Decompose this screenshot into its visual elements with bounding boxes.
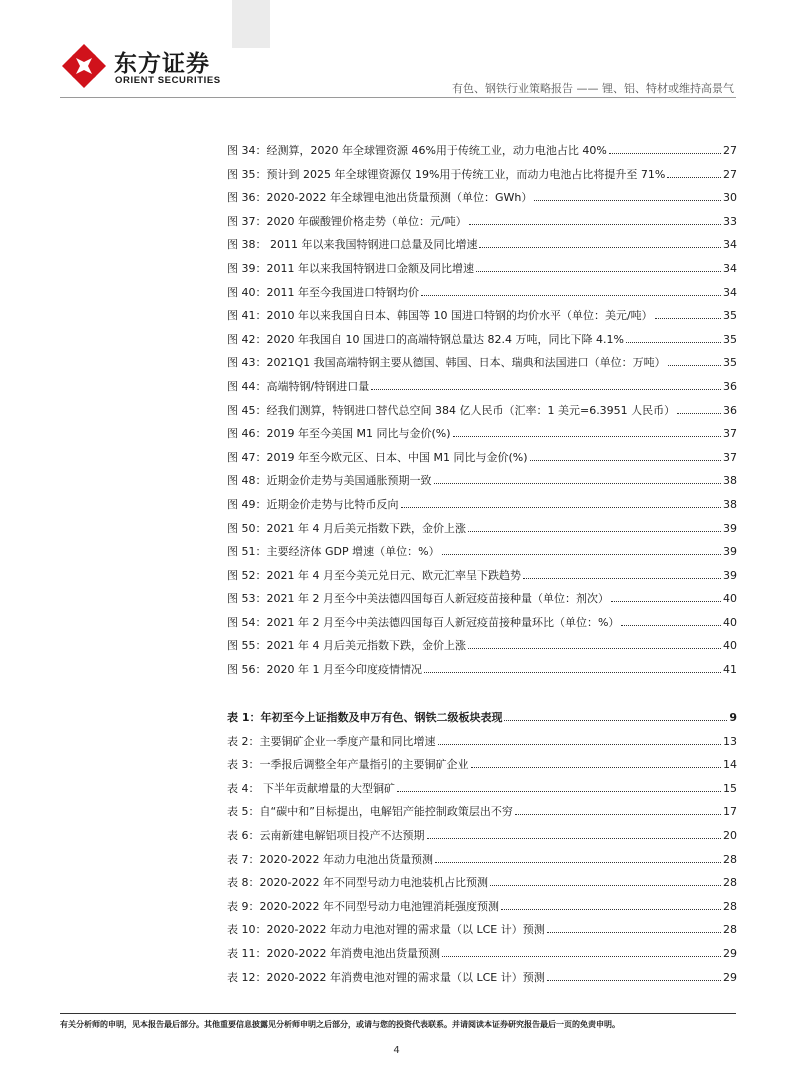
toc-dot-leader: [677, 413, 721, 414]
toc-entry-page: 40: [723, 639, 737, 653]
toc-dot-leader: [668, 365, 721, 366]
figure-toc-entry[interactable]: [227, 260, 737, 284]
table-toc-entry[interactable]: [227, 803, 737, 827]
toc-entry-label: 图 36：2020-2022 年全球锂电池出货量预测（单位：GWh）: [227, 191, 533, 205]
table-toc-entry[interactable]: [227, 756, 737, 780]
toc-entry-label: 图 52：2021 年 4 月至今美元兑日元、欧元汇率呈下跌趋势: [227, 568, 521, 582]
toc-entry-page: 28: [723, 899, 737, 913]
toc-entry-page: 36: [723, 379, 737, 393]
report-subtitle: 有色、钢铁行业策略报告 —— 锂、铝、特材或维持高景气: [452, 82, 734, 95]
toc-dot-leader: [476, 271, 721, 272]
figure-toc-entry[interactable]: [227, 331, 737, 355]
toc-dot-leader: [611, 601, 721, 602]
toc-dot-leader: [490, 885, 721, 886]
figure-toc-entry[interactable]: [227, 472, 737, 496]
toc-dot-leader: [421, 295, 721, 296]
header-grey-bar: [232, 0, 270, 48]
toc-entry-page: 29: [723, 970, 737, 984]
toc-entry-page: 34: [723, 261, 737, 275]
table-toc-entry[interactable]: [227, 851, 737, 875]
toc-entry-label: 表 8：2020-2022 年不同型号动力电池装机占比预测: [227, 876, 488, 890]
toc-dot-leader: [424, 672, 721, 673]
toc-entry-label: 图 47：2019 年至今欧元区、日本、中国 M1 同比与金价(%): [227, 450, 528, 464]
figure-toc-entry[interactable]: [227, 354, 737, 378]
toc-entry-label: 图 37：2020 年碳酸锂价格走势（单位：元/吨）: [227, 214, 467, 228]
toc-entry-label: 图 34：经测算，2020 年全球锂资源 46%用于传统工业，动力电池占比 40%: [227, 144, 607, 157]
toc-entry-label: 图 48：近期金价走势与美国通胀预期一致: [227, 474, 432, 488]
figure-toc-entry[interactable]: [227, 236, 737, 260]
toc-entry-page: 37: [723, 450, 737, 464]
toc-dot-leader: [468, 531, 721, 532]
toc-entry-label: 图 56：2020 年 1 月至今印度疫情情况: [227, 663, 422, 677]
toc-entry-page: 33: [723, 214, 737, 228]
toc-dot-leader: [609, 153, 721, 154]
toc-entry-page: 20: [723, 828, 737, 842]
toc-entry-page: 36: [723, 403, 737, 417]
table-toc-entry[interactable]: [227, 898, 737, 922]
toc-entry-page: 35: [723, 356, 737, 370]
figure-toc-entry[interactable]: [227, 402, 737, 426]
figure-toc-entry[interactable]: [227, 590, 737, 614]
table-toc-entry[interactable]: [227, 709, 737, 733]
toc-entry-label: 图 40：2011 年至今我国进口特钢均价: [227, 285, 419, 299]
toc-entry-page: 40: [723, 615, 737, 629]
figure-toc-entry[interactable]: [227, 142, 737, 166]
table-toc-entry[interactable]: [227, 874, 737, 898]
toc-dot-leader: [469, 224, 721, 225]
table-toc-entry[interactable]: [227, 733, 737, 757]
figure-toc-entry[interactable]: [227, 520, 737, 544]
toc-entry-page: 27: [723, 144, 737, 157]
toc-entry-label: 图 49：近期金价走势与比特币反向: [227, 497, 399, 511]
toc-dot-leader: [504, 720, 727, 721]
figure-toc-entry[interactable]: [227, 378, 737, 402]
toc-entry-page: 41: [723, 663, 737, 677]
toc-entry-label: 图 46：2019 年至今美国 M1 同比与金价(%): [227, 427, 451, 441]
toc-entry-label: 图 53：2021 年 2 月至今中美法德四国每百人新冠疫苗接种量（单位：剂次）: [227, 592, 609, 606]
toc-entry-label: 图 55：2021 年 4 月后美元指数下跌，金价上涨: [227, 639, 466, 653]
footer-disclaimer: 有关分析师的申明，见本报告最后部分。其他重要信息披露见分析师申明之后部分，或请与您的投资代表联系。并请阅读本证券研究报告最后一页的免责申明。: [60, 1020, 620, 1029]
toc-entry-label: 图 43：2021Q1 我国高端特钢主要从德国、韩国、日本、瑞典和法国进口（单位：万吨）: [227, 356, 666, 370]
toc-entry-label: 表 7：2020-2022 年动力电池出货量预测: [227, 852, 433, 866]
toc-entry-label: 表 5：自“碳中和”目标提出，电解铝产能控制政策层出不穷: [227, 805, 513, 819]
table-toc-entry[interactable]: [227, 945, 737, 969]
toc-entry-label: 表 3：一季报后调整全年产量指引的主要铜矿企业: [227, 758, 469, 772]
logo-english-name: ORIENT SECURITIES: [115, 75, 221, 86]
toc-entry-page: 38: [723, 474, 737, 488]
toc-entry-page: 38: [723, 497, 737, 511]
table-toc-entry[interactable]: [227, 921, 737, 945]
toc-entry-label: 表 1：年初至今上证指数及申万有色、钢铁二级板块表现: [227, 711, 503, 724]
toc-entry-label: 图 45：经我们测算，特钢进口替代总空间 384 亿人民币（汇率：1 美元=6.3951 人民币）: [227, 403, 676, 417]
toc-dot-leader: [621, 625, 721, 626]
toc-dot-leader: [468, 648, 721, 649]
table-index: [227, 709, 737, 992]
toc-dot-leader: [534, 200, 721, 201]
toc-dot-leader: [438, 744, 722, 745]
toc-entry-label: 图 54：2021 年 2 月至今中美法德四国每百人新冠疫苗接种量环比（单位：%）: [227, 615, 620, 629]
toc-entry-label: 表 11：2020-2022 年消费电池出货量预测: [227, 946, 440, 960]
company-logo: [60, 42, 235, 92]
table-toc-entry[interactable]: [227, 827, 737, 851]
toc-entry-label: 表 4： 下半年贡献增量的大型铜矿: [227, 781, 395, 795]
figure-toc-entry[interactable]: [227, 189, 737, 213]
figure-toc-entry[interactable]: [227, 496, 737, 520]
toc-dot-leader: [453, 436, 721, 437]
toc-dot-leader: [434, 483, 722, 484]
figure-toc-entry[interactable]: [227, 213, 737, 237]
toc-entry-page: 40: [723, 592, 737, 606]
toc-dot-leader: [442, 554, 721, 555]
toc-dot-leader: [667, 177, 721, 178]
toc-entry-page: 28: [723, 923, 737, 937]
toc-entry-page: 35: [723, 332, 737, 346]
table-toc-entry[interactable]: [227, 780, 737, 804]
figure-toc-entry[interactable]: [227, 543, 737, 567]
toc-dot-leader: [442, 956, 721, 957]
toc-dot-leader: [626, 342, 721, 343]
figure-toc-entry[interactable]: [227, 637, 737, 661]
figure-toc-entry[interactable]: [227, 661, 737, 685]
logo-chinese-name: 东方证券: [114, 51, 210, 77]
toc-entry-page: 39: [723, 545, 737, 559]
toc-dot-leader: [655, 318, 721, 319]
toc-dot-leader: [435, 862, 721, 863]
footer-divider: [60, 1013, 736, 1014]
figure-toc-entry[interactable]: [227, 614, 737, 638]
toc-entry-label: 表 10：2020-2022 年动力电池对锂的需求量（以 LCE 计）预测: [227, 923, 545, 937]
toc-dot-leader: [547, 980, 721, 981]
toc-entry-label: 图 38： 2011 年以来我国特钢进口总量及同比增速: [227, 238, 478, 252]
toc-entry-page: 14: [723, 758, 737, 772]
table-toc-entry[interactable]: [227, 969, 737, 993]
toc-entry-page: 17: [723, 805, 737, 819]
toc-entry-page: 27: [723, 167, 737, 181]
toc-dot-leader: [515, 814, 721, 815]
toc-entry-page: 28: [723, 876, 737, 890]
toc-entry-label: 图 41：2010 年以来我国自日本、韩国等 10 国进口特钢的均价水平（单位：美元/吨）: [227, 309, 653, 323]
header-divider: [60, 97, 736, 98]
figure-toc-entry[interactable]: [227, 307, 737, 331]
toc-entry-page: 35: [723, 309, 737, 323]
toc-entry-label: 图 39：2011 年以来我国特钢进口金额及同比增速: [227, 261, 474, 275]
toc-entry-page: 37: [723, 427, 737, 441]
orient-logo-icon: [60, 42, 108, 90]
toc-entry-label: 图 35：预计到 2025 年全球锂资源仅 19%用于传统工业，而动力电池占比将提升至 71%: [227, 167, 666, 181]
toc-dot-leader: [547, 932, 721, 933]
toc-entry-label: 图 44：高端特钢/特钢进口量: [227, 379, 370, 393]
page-number: 4: [393, 1045, 400, 1056]
toc-entry-label: 图 50：2021 年 4 月后美元指数下跌，金价上涨: [227, 521, 466, 535]
toc-entry-label: 表 9：2020-2022 年不同型号动力电池锂消耗强度预测: [227, 899, 499, 913]
figure-toc-entry[interactable]: [227, 567, 737, 591]
figure-toc-entry[interactable]: [227, 166, 737, 190]
figure-toc-entry[interactable]: [227, 425, 737, 449]
toc-dot-leader: [471, 767, 722, 768]
toc-dot-leader: [371, 389, 721, 390]
figure-index: [227, 142, 737, 685]
toc-entry-label: 表 2：主要铜矿企业一季度产量和同比增速: [227, 734, 436, 748]
toc-entry-label: 表 12：2020-2022 年消费电池对锂的需求量（以 LCE 计）预测: [227, 970, 545, 984]
toc-dot-leader: [397, 791, 721, 792]
toc-dot-leader: [530, 460, 721, 461]
toc-entry-page: 9: [729, 711, 737, 724]
toc-dot-leader: [401, 507, 722, 508]
toc-entry-label: 图 51：主要经济体 GDP 增速（单位：%）: [227, 545, 440, 559]
toc-dot-leader: [427, 838, 722, 839]
toc-entry-page: 39: [723, 568, 737, 582]
toc-entry-page: 29: [723, 946, 737, 960]
toc-entry-page: 30: [723, 191, 737, 205]
figure-toc-entry[interactable]: [227, 284, 737, 308]
toc-entry-page: 15: [723, 781, 737, 795]
toc-dot-leader: [479, 247, 721, 248]
toc-entry-page: 28: [723, 852, 737, 866]
toc-entry-label: 表 6：云南新建电解铝项目投产不达预期: [227, 828, 425, 842]
toc-dot-leader: [501, 909, 721, 910]
toc-entry-page: 39: [723, 521, 737, 535]
toc-entry-page: 34: [723, 238, 737, 252]
toc-entry-label: 图 42：2020 年我国自 10 国进口的高端特钢总量达 82.4 万吨，同比下降 4.1%: [227, 332, 624, 346]
toc-entry-page: 34: [723, 285, 737, 299]
figure-toc-entry[interactable]: [227, 449, 737, 473]
toc-entry-page: 13: [723, 734, 737, 748]
toc-dot-leader: [523, 578, 721, 579]
